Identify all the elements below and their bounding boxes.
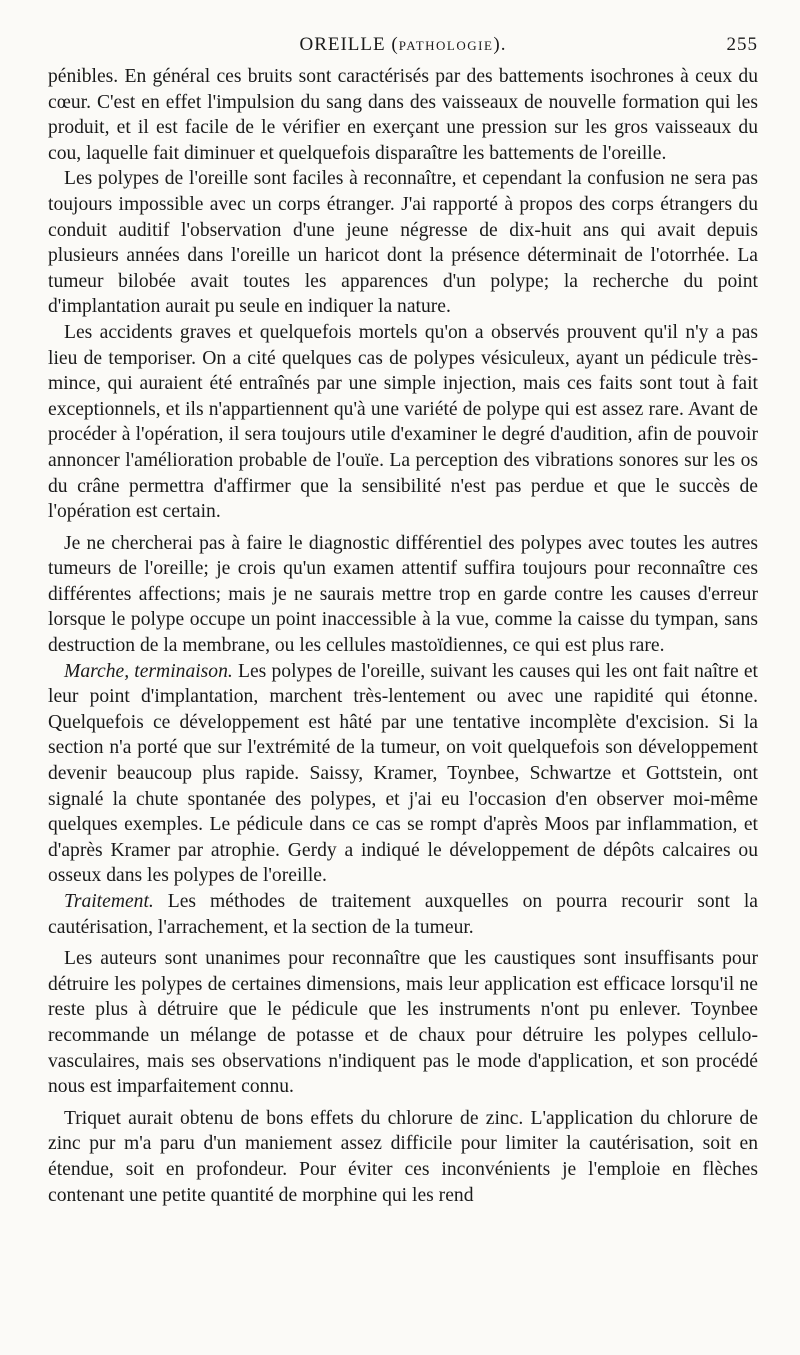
running-title-text: OREILLE [299,34,386,55]
section-close: ). [493,34,507,55]
running-title [48,34,758,56]
paragraph-5-text: Les polypes de l'oreille, suivant les causes qui les ont fait naître et leur point d'implantation, marchent très-lentement ou avec une rapidité qui étonne. Quelquefois ce développement est hâté par une tentative incomplète d'excision. Si la section n'a porté que sur l'extrémité de la tumeur, on voit quelquefois son développement devenir beaucoup plus rapide. Saissy, Kramer, Toynbee, Schwartze et Gottstein, ont signalé la chute spontanée des polypes, et j'ai eu l'occasion d'en observer moi-même quelques exemples. Le pédicule dans ce cas se rompt d'après Moos par inflammation, et d'après Kramer par atrophie. Gerdy a indiqué le développement de dépôts calcaires ou osseux dans les polypes de l'oreille. [48,660,758,887]
section-open: ( [391,34,399,55]
section-heading-marche: Marche, terminaison. [64,660,233,682]
paragraph-4: Je ne chercherai pas à faire le diagnostic différentiel des polypes avec toutes les autres tumeurs de l'oreille; je crois qu'un examen attentif suffira toujours pour reconnaître ces différentes affections; mais je ne saurais mettre trop en garde contre les causes d'erreur lorsque le polype occupe un point inaccessible à la vue, comme la caisse du tympan, sans destruction de la membrane, ou les cellules mastoïdiennes, ce qui est plus rare. [48,532,758,657]
paragraph-6 [48,889,758,940]
paragraph-3: Les accidents graves et quelquefois mortels qu'on a observés prouvent qu'il n'y a pas lieu de temporiser. On a cité quelques cas de polypes vésiculeux, ayant un pédicule très-mince, qui auraient été entraînés par une simple injection, mais ces faits sont tout à fait exceptionnels, et ils n'appartiennent qu'à une variété de polype qui est assez rare. Avant de procéder à l'opération, il sera toujours utile d'examiner le degré d'audition, afin de pouvoir annoncer l'amélioration probable de l'ouïe. La perception des vibrations sonores sur les os du crâne permettra d'affirmer que la sensibilité n'est pas perdue et que le succès de l'opération est certain. [48,321,758,523]
paragraph-1: pénibles. En général ces bruits sont caractérisés par des battements isochrones à ceux du cœur. C'est en effet l'impulsion du sang dans des vaisseaux de nouvelle formation qui les produit, et il est facile de le vérifier en exerçant une pression sur les gros vaisseaux du cou, laquelle fait diminuer et quelquefois disparaître les battements de l'oreille. [48,66,758,164]
running-header [48,34,758,64]
paragraph-7: Les auteurs sont unanimes pour reconnaître que les caustiques sont insuffisants pour détruire les polypes de certaines dimensions, mais leur application est efficace lorsqu'il ne reste plus à détruire que le pédicule que les instruments n'ont pu enlever. Toynbee recommande un mélange de potasse et de chaux pour détruire les polypes cellulo-vasculaires, mais ses observations n'indiquent pas le mode d'application, et son procédé nous est imparfaitement connu. [48,948,758,1098]
paragraph-5 [48,659,758,889]
paragraph-2: Les polypes de l'oreille sont faciles à reconnaître, et cependant la confusion ne sera pas toujours impossible avec un corps étranger. J'ai rapporté à propos des corps étrangers du conduit auditif l'observation d'une jeune négresse de dix-huit ans qui avait depuis plusieurs années dans l'oreille un haricot dont la présence déterminait de l'otorrhée. La tumeur bilobée avait toutes les apparences d'un polype; la recherche du point d'implantation aurait pu seule en indiquer la nature. [48,168,758,318]
page-number: 255 [726,34,758,55]
section-label: PATHOLOGIE [398,38,494,53]
paragraph-8: Triquet aurait obtenu de bons effets du chlorure de zinc. L'application du chlorure de zinc pur m'a paru d'un maniement assez difficile pour limiter la cautérisation, soit en étendue, soit en profondeur. Pour éviter ces inconvénients je l'emploie en flèches contenant une petite quantité de morphine qui les rend [48,1107,758,1206]
paragraph-6-text: Les méthodes de traitement auxquelles on pourra recourir sont la cautérisation, l'arrachement, et la section de la tumeur. [48,891,758,938]
section-heading-traitement: Traitement. [64,891,154,912]
page-body [48,64,758,1208]
